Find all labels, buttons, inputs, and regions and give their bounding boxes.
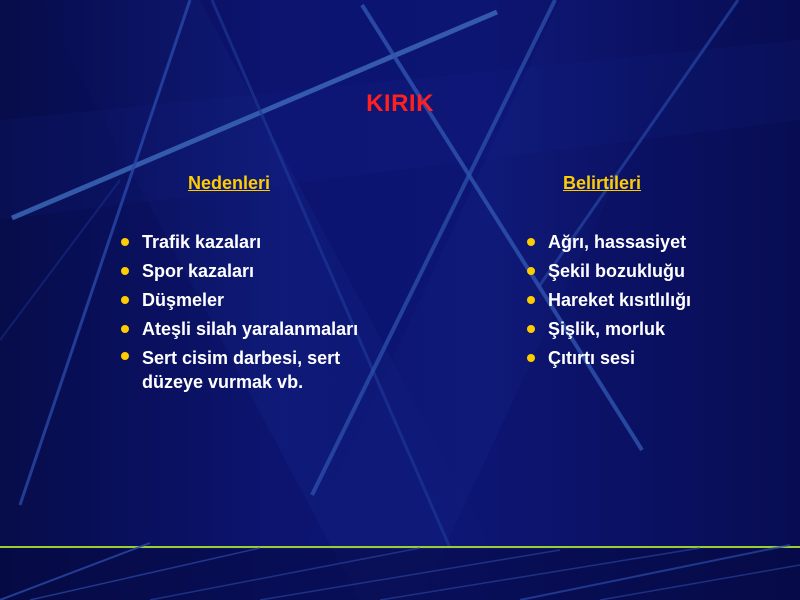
list-item: Ağrı, hassasiyet <box>527 228 787 257</box>
causes-heading: Nedenleri <box>188 173 271 193</box>
list-item: Hareket kısıtlılığı <box>527 286 787 315</box>
list-item: Trafik kazaları <box>121 228 421 257</box>
symptoms-heading: Belirtileri <box>563 173 642 193</box>
list-item: Spor kazaları <box>121 257 421 286</box>
list-item: Sert cisim darbesi, sert düzeye vurmak vb. <box>121 344 421 394</box>
list-item: Düşmeler <box>121 286 421 315</box>
symptoms-list <box>527 228 787 373</box>
list-item: Çıtırtı sesi <box>527 344 787 373</box>
list-item: Şişlik, morluk <box>527 315 787 344</box>
list-item: Ateşli silah yaralanmaları <box>121 315 421 344</box>
slide-title: KIRIK <box>366 90 434 117</box>
causes-list <box>121 228 421 394</box>
list-item: Şekil bozukluğu <box>527 257 787 286</box>
